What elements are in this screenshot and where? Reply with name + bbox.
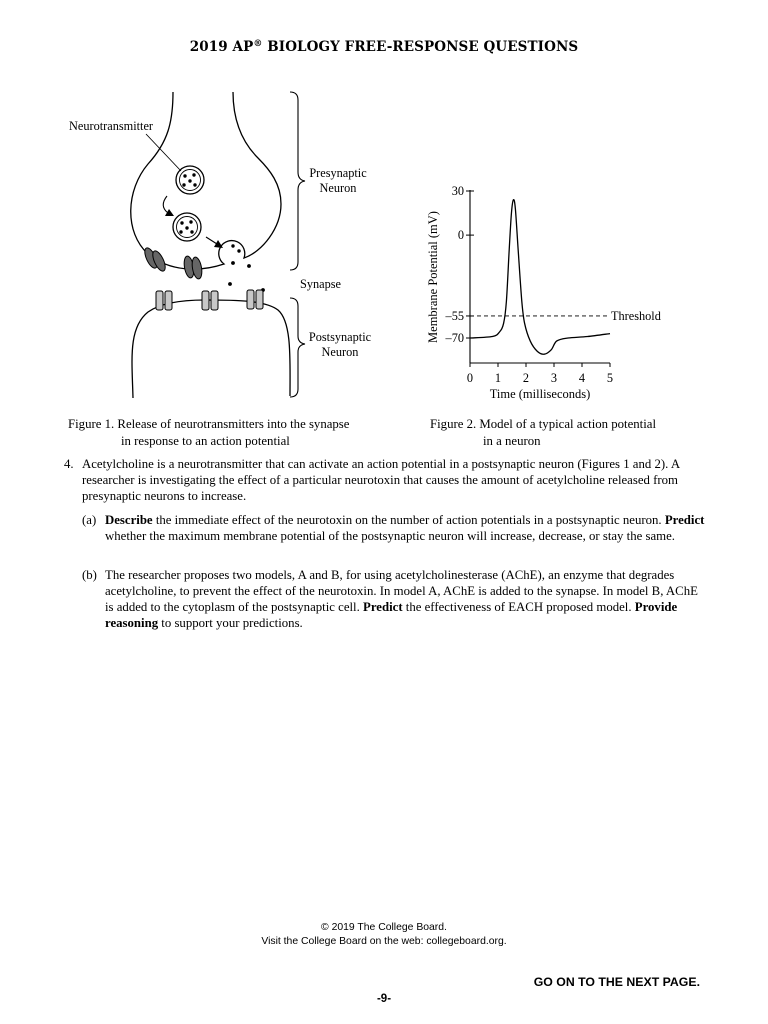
x-tick-label: 1 — [494, 371, 502, 385]
neurotransmitter-leader-line — [146, 134, 181, 171]
x-tick-label: 3 — [550, 371, 558, 385]
presynaptic-label: Presynaptic — [309, 166, 367, 180]
part-b-label: (b) — [82, 568, 97, 582]
part-b-verb-predict: Predict — [363, 600, 403, 614]
postsynaptic-neuron-label: Neuron — [321, 345, 359, 359]
ion-channel-icon — [142, 246, 167, 273]
part-a-verb-predict: Predict — [664, 513, 705, 527]
postsynaptic-brace — [290, 298, 305, 397]
synapse-diagram — [60, 85, 390, 405]
presynaptic-brace — [290, 92, 305, 270]
part-b-text-1: The researcher proposes two models, A and B, for using acetylcholinesterase (AChE), an enzyme that degrades acetylcholine, to prevent the effect of the neurotoxin. In model A, AChE is added to the synapse. In model B, AChE is added to the cytoplasm of the postsynaptic cell. — [105, 568, 698, 614]
part-b-text-3: to support your predictions. — [158, 616, 303, 630]
x-tick-label: 4 — [578, 371, 586, 385]
copyright-text: © 2019 The College Board. — [321, 922, 447, 933]
part-a-text-2: whether the maximum membrane potential of the postsynaptic neuron will increase, decrease, or stay the same. — [105, 529, 675, 543]
question-stem: Acetylcholine is a neurotransmitter that can activate an action potential in a postsynaptic neuron (Figures 1 and 2). A researcher is investigating the effect of a particular neurotoxin that causes the amount of acetylcholine released from presynaptic neurons to increase. — [82, 457, 680, 503]
figure2-caption-line1: Figure 2. Model of a typical action potential — [430, 417, 657, 431]
vesicle-movement-arrow-icon — [163, 196, 174, 216]
part-b-text — [105, 567, 705, 631]
next-page-notice: GO ON TO THE NEXT PAGE. — [533, 975, 700, 989]
page-number: -9- — [376, 993, 392, 1005]
part-b-text-2: the effectiveness of EACH proposed model. — [402, 600, 635, 614]
part-b-verb-provide-reasoning: Provide reasoning — [105, 600, 678, 630]
visit-text: Visit the College Board on the web: collegeboard.org. — [261, 936, 507, 947]
fused-vesicle-contents — [231, 244, 240, 252]
vesicle-fusion-arrow-icon — [206, 237, 223, 248]
figure2-caption-line2: in a neuron — [483, 434, 541, 448]
part-a-verb-describe: Describe — [105, 513, 153, 527]
header-title-suffix: BIOLOGY FREE-RESPONSE QUESTIONS — [262, 39, 579, 55]
part-a-label: (a) — [82, 513, 97, 527]
x-axis-label: Time (milliseconds) — [489, 387, 591, 401]
part-a-text-1: the immediate effect of the neurotoxin on the number of action potentials in a postsynaptic neuron. — [152, 513, 665, 527]
receptor-icon — [156, 291, 172, 310]
part-a-text — [105, 512, 709, 544]
presynaptic-neuron-label: Neuron — [319, 181, 357, 195]
x-tick-label: 5 — [606, 371, 614, 385]
receptor-icon — [247, 290, 263, 309]
postsynaptic-membrane — [132, 300, 290, 398]
y-tick-label: –55 — [445, 308, 464, 323]
threshold-label: Threshold — [611, 308, 661, 323]
ion-channel-icon — [183, 255, 204, 279]
figure1-caption-line2: in response to an action potential — [121, 434, 290, 448]
action-potential-line — [470, 200, 610, 355]
page-header — [0, 39, 768, 55]
figure1-caption-line1: Figure 1. Release of neurotransmitters into the synapse — [68, 417, 350, 431]
x-tick-label: 0 — [466, 371, 474, 385]
neurotransmitter-label: Neurotransmitter — [69, 119, 154, 133]
vesicle-icon — [173, 213, 201, 241]
y-tick-label: 0 — [457, 228, 464, 243]
y-tick-label: 30 — [451, 184, 464, 198]
postsynaptic-label: Postsynaptic — [308, 330, 372, 344]
y-tick-label: –70 — [445, 331, 464, 346]
presynaptic-membrane — [131, 92, 281, 269]
vesicle-icon — [176, 166, 204, 194]
released-neurotransmitters — [228, 261, 265, 292]
header-title-prefix: 2019 AP — [189, 39, 254, 55]
y-axis-label: Membrane Potential (mV) — [426, 211, 440, 343]
question-number: 4. — [64, 457, 74, 471]
action-potential-chart — [420, 178, 680, 406]
synapse-label: Synapse — [300, 277, 341, 291]
x-tick-label: 2 — [522, 371, 530, 385]
registered-mark: ® — [253, 39, 263, 49]
